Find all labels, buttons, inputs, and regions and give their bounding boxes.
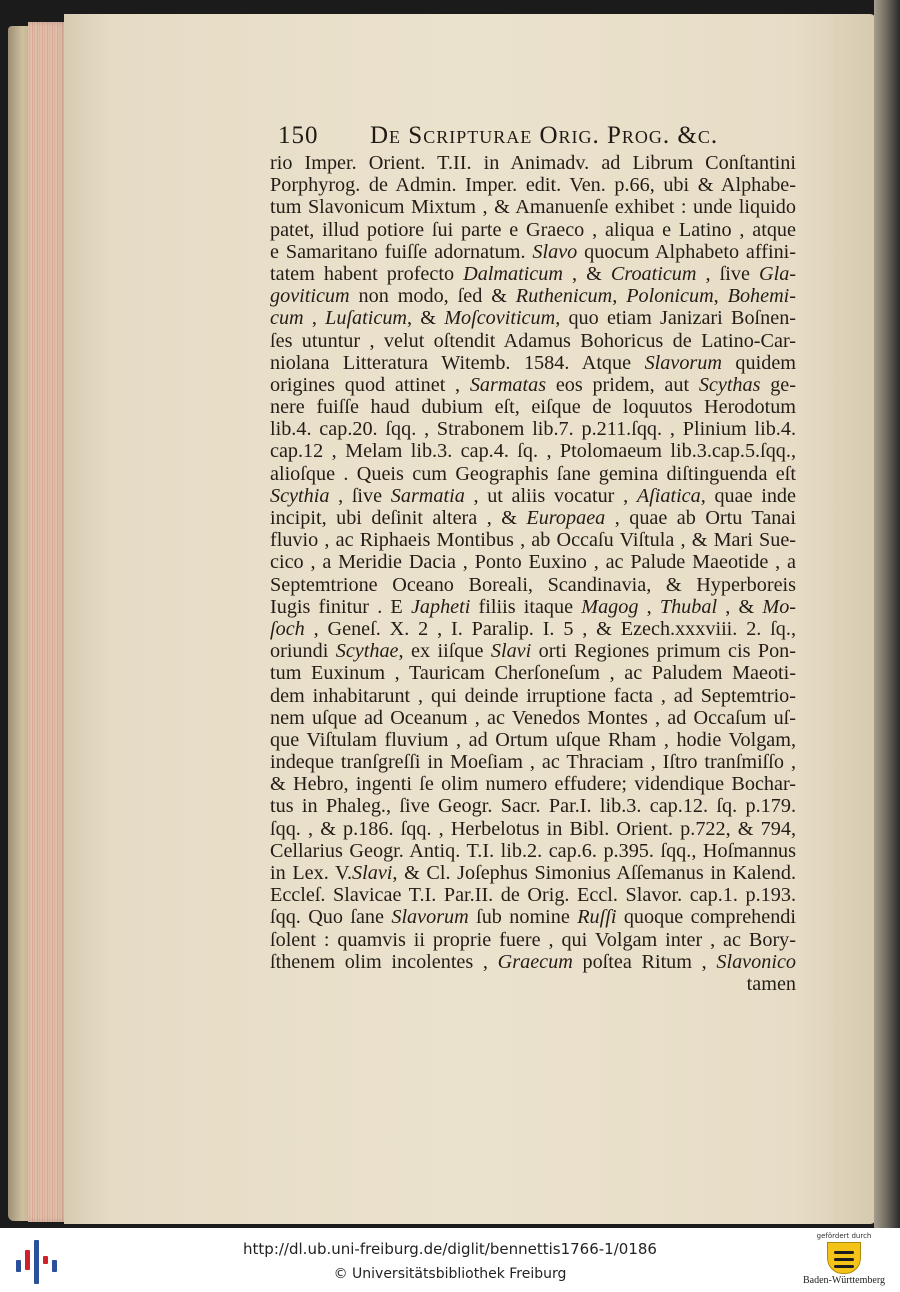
running-title: De Scripturae Orig. Prog. &c. [370, 122, 719, 149]
text-line: ſqq. Quo ſane Slavorum ſub nomine Ruſſi quoque comprehendi [270, 906, 796, 929]
text-line: Iugis finitur . E Japheti filiis itaque Magog , Thubal , & Mo- [270, 595, 797, 618]
text-line: patet, illud potiore ſui parte e Graeco , aliqua e Latino , atque [270, 218, 796, 241]
catchword: tamen [746, 972, 796, 995]
permalink-url[interactable]: http://dl.ub.uni-freiburg.de/diglit/bennettis1766-1/0186 [243, 1240, 657, 1258]
page-edges [28, 22, 68, 1222]
text-line: origines quod attinet , Sarmatas eos pridem, aut Scythas ge- [270, 373, 796, 396]
coat-of-arms-icon [827, 1242, 861, 1274]
text-line: oriundi Scythae, ex iiſque Slavi orti Regiones primum cis Pon- [270, 640, 797, 663]
text-line: rio Imper. Orient. T.II. in Animadv. ad Librum Conſtantini [270, 152, 796, 174]
text-line: in Lex. V.Slavi, & Cl. Joſephus Simonius Aſſemanus in Kalend. [270, 862, 796, 884]
text-line: e Samaritano fuiſſe adornatum. Slavo quocum Alphabeto affini- [270, 240, 796, 263]
text-line: Scythia , ſive Sarmatia , ut aliis vocatur , Aſiatica, quae inde [270, 484, 796, 507]
text-line: cum , Luſaticum, & Moſcoviticum, quo etiam Janizari Boſnen- [270, 307, 797, 330]
text-line: tum Euxinum , Tauricam Cherſoneſum , ac Paludem Maeoti- [270, 662, 796, 685]
page-header [278, 118, 808, 154]
sponsor-badge [796, 1232, 892, 1290]
text-line: ſoch , Geneſ. X. 2 , I. Paralip. I. 5 , & Ezech.xxxviii. 2. ſq., [270, 617, 796, 640]
text-line: Porphyrog. de Admin. Imper. edit. Ven. p.66, ubi & Alphabe- [270, 174, 796, 197]
sponsor-name: Baden-Württemberg [802, 1275, 885, 1286]
text-line: ſolent : quamvis ii proprie fuere , qui Volgam inter , ac Bory- [270, 928, 796, 951]
text-line: nere fuiſſe haud dubium eſt, eiſque de loquutos Herodotum [270, 396, 796, 419]
text-line: niolana Litteratura Witemb. 1584. Atque Slavorum quidem [270, 351, 796, 374]
page-number: 150 [278, 122, 319, 149]
text-line: goviticum non modo, ſed & Ruthenicum, Polonicum, Bohemi- [270, 285, 796, 308]
text-line: tus in Phaleg., ſive Geogr. Sacr. Par.I. lib.3. cap.12. ſq. p.179. [270, 795, 796, 818]
text-line: tum Slavonicum Mixtum , & Amanuenſe exhibet : unde liquido [270, 196, 796, 219]
text-line: lib.4. cap.20. ſqq. , Strabonem lib.7. p.211.ſqq. , Plinium lib.4. [270, 418, 796, 441]
text-line: nem uſque ad Oceanum , ac Venedos Montes , ad Occaſum uſ- [270, 706, 796, 729]
footer-bar [0, 1228, 900, 1292]
book-gutter [874, 0, 900, 1228]
text-line: incipit, ubi deſinit altera , & Europaea , quae ab Ortu Tanai [270, 507, 796, 529]
text-line: ſqq. , & p.186. ſqq. , Herbelotus in Bibl. Orient. p.722, & 794, [270, 817, 796, 840]
text-line: que Viſtulam fluvium , ad Ortum uſque Rham , hodie Volgam, [270, 728, 796, 751]
text-line: cico , a Meridie Dacia , Ponto Euxino , ac Palude Maeotide , a [270, 551, 796, 574]
text-line: fluvio , ac Riphaeis Montibus , ab Occaſu Viſtula , & Mari Sue- [270, 529, 796, 552]
text-line: dem inhabitarunt , qui deinde irruptione facta , ad Septemtrio- [270, 684, 796, 707]
text-line: indeque tranſgreſſi in Moeſiam , ac Thraciam , Iſtro tranſmiſſo , [270, 751, 796, 774]
text-line: & Hebro, ingenti ſe olim numero effudere; videndique Bochar- [270, 773, 796, 796]
text-line: alioſque . Queis cum Geographis ſane gemina diſtinguenda eſt [270, 462, 796, 485]
text-line: cap.12 , Melam lib.3. cap.4. ſq. , Ptolomaeum lib.3.cap.5.ſqq., [270, 440, 796, 463]
body-text [270, 152, 796, 995]
text-line: ſes utuntur , velut oſtendit Adamus Bohoricus de Latino-Car- [270, 329, 796, 352]
text-line: Eccleſ. Slavicae T.I. Par.II. de Orig. Eccl. Slavor. cap.1. p.193. [270, 884, 796, 907]
text-line: ſthenem olim incolentes , Graecum poſtea Ritum , Slavonico [270, 950, 796, 973]
sponsor-prefix: gefördert durch [816, 1232, 872, 1240]
text-line: tatem habent profecto Dalmaticum , & Croaticum , ſive Gla- [270, 262, 797, 285]
text-line: Septemtrione Oceano Boreali, Scandinavia, & Hyperboreis [270, 573, 796, 596]
copyright-notice: © Universitätsbibliothek Freiburg [333, 1266, 567, 1282]
text-line: Cellarius Geogr. Antiq. T.I. lib.2. cap.6. p.395. ſqq., Hoſmannus [270, 839, 796, 862]
